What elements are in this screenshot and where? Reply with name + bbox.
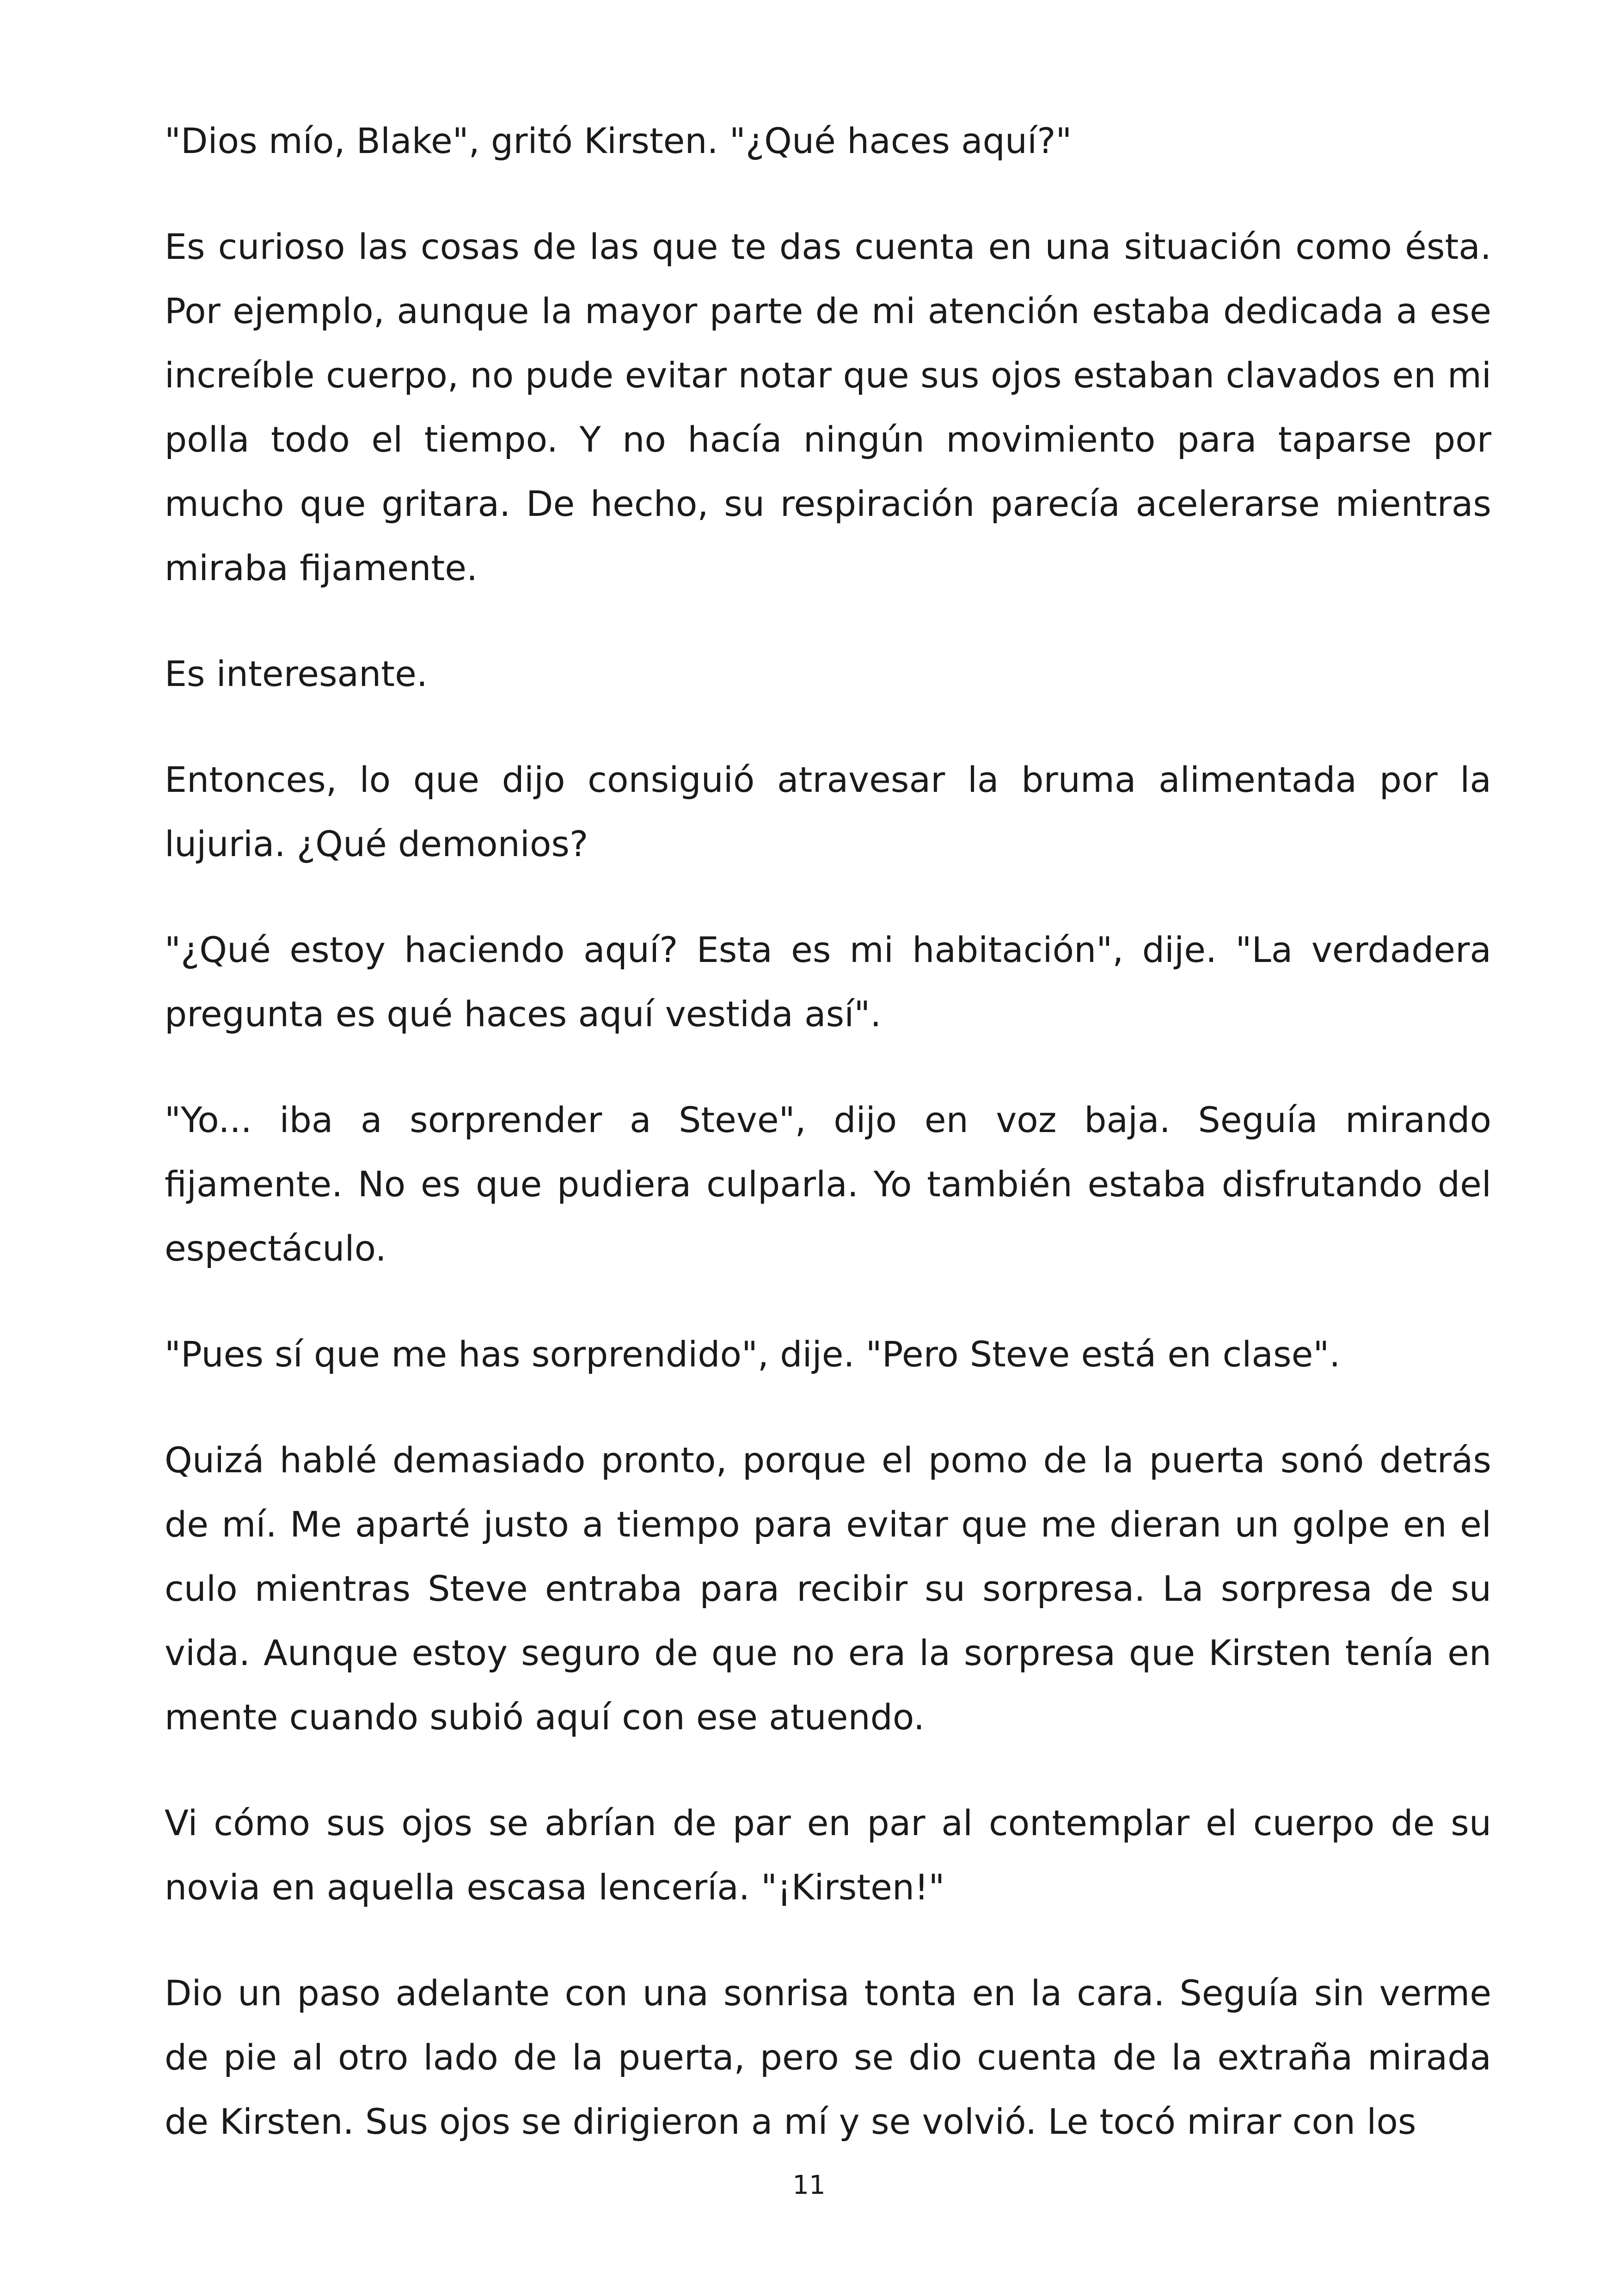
paragraph: "Yo... iba a sorprender a Steve", dijo en voz baja. Seguía mirando fijamente. No es que pudiera culparla. Yo también estaba disfrutando del espectáculo. xyxy=(165,1099,1491,1269)
paragraph: Entonces, lo que dijo consiguió atravesar la bruma alimentada por la lujuria. ¿Qué demonios? xyxy=(165,759,1491,864)
paragraph: "¿Qué estoy haciendo aquí? Esta es mi habitación", dije. "La verdadera pregunta es qué haces aquí vestida así". xyxy=(165,929,1491,1035)
page-number: 11 xyxy=(792,2170,826,2200)
paragraph: Quizá hablé demasiado pronto, porque el pomo de la puerta sonó detrás de mí. Me aparté justo a tiempo para evitar que me dieran un golpe en el culo mientras Steve entraba para recibir su sorpresa. La sorpresa de su vida. Aunque estoy seguro de que no era la sorpresa que Kirsten tenía en mente cuando subió aquí con ese atuendo. xyxy=(165,1439,1491,1738)
paragraph: "Pues sí que me has sorprendido", dije. "Pero Steve está en clase". xyxy=(165,1334,1341,1375)
body-text xyxy=(165,109,1491,2195)
paragraph: Es curioso las cosas de las que te das cuenta en una situación como ésta. Por ejemplo, aunque la mayor parte de mi atención estaba dedicada a ese increíble cuerpo, no pude evitar notar que sus ojos estaban clavados en mi polla todo el tiempo. Y no hacía ningún movimiento para taparse por mucho que gritara. De hecho, su respiración parecía acelerarse mientras miraba fijamente. xyxy=(165,226,1491,588)
paragraph: Es interesante. xyxy=(165,653,428,694)
paragraph: Vi cómo sus ojos se abrían de par en par al contemplar el cuerpo de su novia en aquella escasa lencería. "¡Kirsten!" xyxy=(165,1802,1491,1908)
paragraph: "Dios mío, Blake", gritó Kirsten. "¿Qué haces aquí?" xyxy=(165,120,1072,161)
paragraph: Dio un paso adelante con una sonrisa tonta en la cara. Seguía sin verme de pie al otro lado de la puerta, pero se dio cuenta de la extraña mirada de Kirsten. Sus ojos se dirigieron a mí y se volvió. Le tocó mirar con los xyxy=(165,1972,1491,2142)
